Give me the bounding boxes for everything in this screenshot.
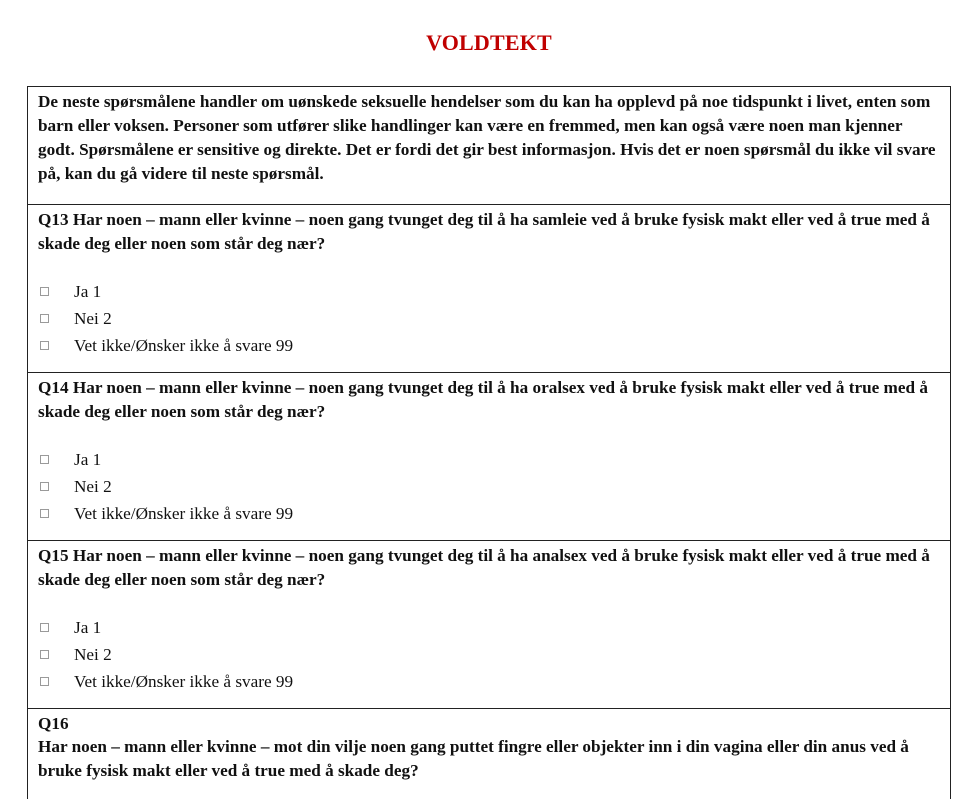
option-ja[interactable] <box>38 278 940 305</box>
option-nei[interactable] <box>38 641 940 668</box>
checkbox-empty-icon[interactable] <box>40 455 49 464</box>
option-nei[interactable] <box>38 473 940 500</box>
answer-options <box>38 446 940 527</box>
document-title: VOLDTEKT <box>426 30 552 55</box>
checkbox-empty-icon[interactable] <box>40 623 49 632</box>
checkbox-empty-icon[interactable] <box>40 482 49 491</box>
option-label: Vet ikke/Ønsker ikke å svare 99 <box>74 335 294 355</box>
checkbox-empty-icon[interactable] <box>40 509 49 518</box>
checkbox-empty-icon[interactable] <box>40 341 49 350</box>
intro-text: De neste spørsmålene handler om uønskede seksuelle hendelser som du kan ha opplevd på noe tidspunkt i livet, enten som barn eller voksen. Personer som utfører slike handlinger kan være en fremmed, men kan også være noen man kjenner godt. Spørsmålene er sensitive og direkte. Det er fordi det gir best informasjon. Hvis det er noen spørsmål du ikke vil svare på, kan du gå videre til neste spørsmål. <box>38 92 936 183</box>
question-id: Q16 <box>38 714 69 733</box>
checkbox-empty-icon[interactable] <box>40 650 49 659</box>
option-vet-ikke[interactable] <box>38 500 940 527</box>
intro-section <box>28 87 950 205</box>
option-label: Nei 2 <box>74 308 112 328</box>
question-text: Q14 Har noen – mann eller kvinne – noen gang tvunget deg til å ha oralsex ved å bruke fysisk makt eller ved å true med å skade deg eller noen som står deg nær? <box>38 378 928 421</box>
option-label: Vet ikke/Ønsker ikke å svare 99 <box>74 503 294 523</box>
question-text: Q15 Har noen – mann eller kvinne – noen gang tvunget deg til å ha analsex ved å bruke fysisk makt eller ved å true med å skade deg eller noen som står deg nær? <box>38 546 930 589</box>
option-ja[interactable] <box>38 446 940 473</box>
checkbox-empty-icon[interactable] <box>40 287 49 296</box>
question-q15 <box>28 541 950 709</box>
checkbox-empty-icon[interactable] <box>40 677 49 686</box>
option-label: Nei 2 <box>74 476 112 496</box>
answer-options <box>38 614 940 695</box>
option-vet-ikke[interactable] <box>38 332 940 359</box>
question-text: Q13 Har noen – mann eller kvinne – noen gang tvunget deg til å ha samleie ved å bruke fysisk makt eller ved å true med å skade deg eller noen som står deg nær? <box>38 210 930 253</box>
option-vet-ikke[interactable] <box>38 668 940 695</box>
option-ja[interactable] <box>38 614 940 641</box>
question-q13 <box>28 205 950 373</box>
option-label: Vet ikke/Ønsker ikke å svare 99 <box>74 671 294 691</box>
question-text: Har noen – mann eller kvinne – mot din vilje noen gang puttet fingre eller objekter inn i din vagina eller din anus ved å bruke fysisk makt eller ved å true med å skade deg? <box>38 737 909 780</box>
option-label: Ja 1 <box>74 281 102 301</box>
option-label: Ja 1 <box>74 617 102 637</box>
option-nei[interactable] <box>38 305 940 332</box>
checkbox-empty-icon[interactable] <box>40 314 49 323</box>
option-label: Ja 1 <box>74 449 102 469</box>
answer-options <box>38 278 940 359</box>
question-q14 <box>28 373 950 541</box>
questionnaire-table <box>27 86 951 799</box>
option-label: Nei 2 <box>74 644 112 664</box>
question-q16 <box>28 709 950 799</box>
